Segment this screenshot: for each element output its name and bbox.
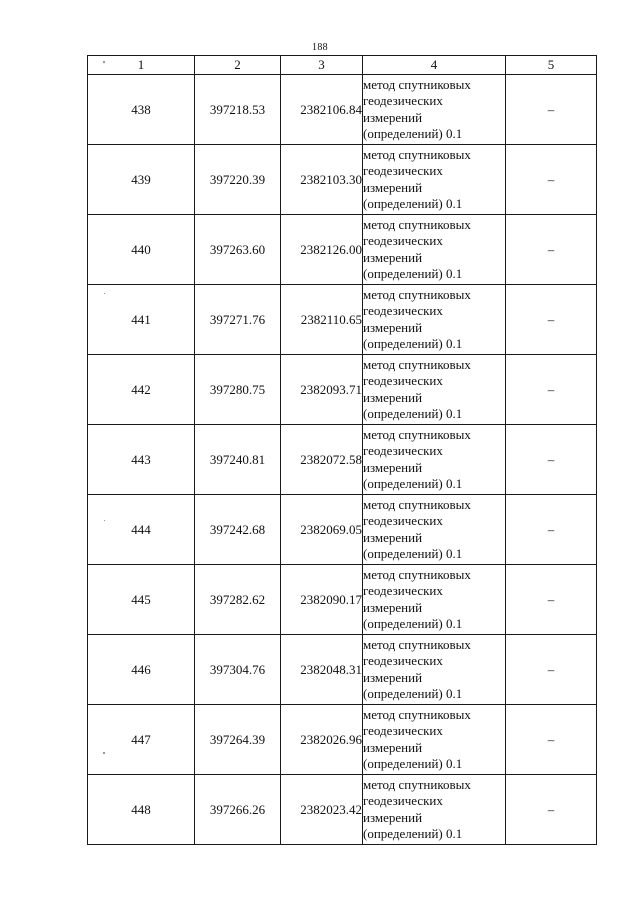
x-coordinate-cell: 397282.62 bbox=[195, 565, 281, 635]
method-text-line: геодезических bbox=[363, 443, 443, 458]
column-5-cell bbox=[506, 635, 597, 705]
method-text-line: метод спутниковых bbox=[363, 636, 471, 652]
header-col-2: 2 bbox=[195, 56, 281, 75]
method-text-line: (определений) 0.1 bbox=[363, 616, 463, 631]
method-cell bbox=[363, 75, 506, 145]
header-col-3: 3 bbox=[281, 56, 363, 75]
method-text-line: геодезических bbox=[363, 303, 443, 318]
method-text-line: геодезических bbox=[363, 723, 443, 738]
column-5-cell bbox=[506, 75, 597, 145]
column-5-cell bbox=[506, 565, 597, 635]
method-text-line: (определений) 0.1 bbox=[363, 406, 463, 421]
y-coordinate-cell: 2382110.65 bbox=[281, 285, 363, 355]
point-number-cell: 441 bbox=[88, 285, 195, 355]
x-coordinate-cell: 397263.60 bbox=[195, 215, 281, 285]
method-text-line: измерений bbox=[363, 809, 423, 825]
method-cell bbox=[363, 495, 506, 565]
table-row bbox=[88, 635, 597, 705]
method-text-line: (определений) 0.1 bbox=[363, 336, 463, 351]
point-number-cell: 439 bbox=[88, 145, 195, 215]
x-coordinate-cell: 397266.26 bbox=[195, 775, 281, 845]
method-cell bbox=[363, 425, 506, 495]
method-text-line: метод спутниковых bbox=[363, 76, 471, 92]
method-text-line: (определений) 0.1 bbox=[363, 546, 463, 561]
method-cell bbox=[363, 775, 506, 845]
y-coordinate-cell: 2382026.96 bbox=[281, 705, 363, 775]
point-number-cell: 440 bbox=[88, 215, 195, 285]
column-5-cell bbox=[506, 355, 597, 425]
column-5-cell bbox=[506, 215, 597, 285]
table-row bbox=[88, 75, 597, 145]
method-text-line: измерений bbox=[363, 389, 423, 405]
point-number-cell: 444 bbox=[88, 495, 195, 565]
dash-value: – bbox=[547, 521, 555, 537]
point-number-cell: 448 bbox=[88, 775, 195, 845]
dash-value: – bbox=[547, 171, 555, 187]
method-text-line: геодезических bbox=[363, 373, 443, 388]
column-5-cell bbox=[506, 145, 597, 215]
method-text-line: геодезических bbox=[363, 233, 443, 248]
y-coordinate-cell: 2382090.17 bbox=[281, 565, 363, 635]
point-number-cell: 443 bbox=[88, 425, 195, 495]
scan-speck bbox=[104, 520, 105, 521]
dash-value: – bbox=[547, 801, 555, 817]
x-coordinate-cell: 397271.76 bbox=[195, 285, 281, 355]
method-text-line: геодезических bbox=[363, 653, 443, 668]
method-text-line: метод спутниковых bbox=[363, 216, 471, 232]
point-number-cell: 446 bbox=[88, 635, 195, 705]
method-text-line: (определений) 0.1 bbox=[363, 266, 463, 281]
method-text-line: метод спутниковых bbox=[363, 706, 471, 722]
dash-value: – bbox=[547, 101, 555, 117]
x-coordinate-cell: 397240.81 bbox=[195, 425, 281, 495]
method-text-line: геодезических bbox=[363, 163, 443, 178]
table-body bbox=[88, 75, 597, 845]
dash-value: – bbox=[547, 731, 555, 747]
point-number-cell: 442 bbox=[88, 355, 195, 425]
method-text-line: измерений bbox=[363, 249, 423, 265]
method-text-line: метод спутниковых bbox=[363, 426, 471, 442]
table-row bbox=[88, 145, 597, 215]
x-coordinate-cell: 397264.39 bbox=[195, 705, 281, 775]
method-text-line: (определений) 0.1 bbox=[363, 826, 463, 841]
scan-speck bbox=[104, 293, 105, 294]
dash-value: – bbox=[547, 591, 555, 607]
method-text-line: геодезических bbox=[363, 793, 443, 808]
method-cell bbox=[363, 285, 506, 355]
method-text-line: метод спутниковых bbox=[363, 496, 471, 512]
method-text-line: измерений bbox=[363, 109, 423, 125]
method-text-line: измерений bbox=[363, 459, 423, 475]
dash-value: – bbox=[547, 381, 555, 397]
method-text-line: (определений) 0.1 bbox=[363, 686, 463, 701]
x-coordinate-cell: 397220.39 bbox=[195, 145, 281, 215]
page-number: 188 bbox=[312, 42, 328, 53]
dash-value: – bbox=[547, 661, 555, 677]
dash-value: – bbox=[547, 311, 555, 327]
y-coordinate-cell: 2382048.31 bbox=[281, 635, 363, 705]
table-row bbox=[88, 775, 597, 845]
column-5-cell bbox=[506, 425, 597, 495]
dash-value: – bbox=[547, 241, 555, 257]
point-number-cell: 447 bbox=[88, 705, 195, 775]
y-coordinate-cell: 2382126.00 bbox=[281, 215, 363, 285]
method-text-line: (определений) 0.1 bbox=[363, 126, 463, 141]
method-text-line: измерений bbox=[363, 669, 423, 685]
y-coordinate-cell: 2382072.58 bbox=[281, 425, 363, 495]
point-number-cell: 438 bbox=[88, 75, 195, 145]
coordinates-table bbox=[87, 55, 597, 845]
method-text-line: метод спутниковых bbox=[363, 776, 471, 792]
column-5-cell bbox=[506, 775, 597, 845]
column-5-cell bbox=[506, 495, 597, 565]
method-text-line: метод спутниковых bbox=[363, 286, 471, 302]
method-text-line: геодезических bbox=[363, 583, 443, 598]
header-row bbox=[88, 56, 597, 75]
method-cell bbox=[363, 145, 506, 215]
method-text-line: геодезических bbox=[363, 513, 443, 528]
table-row bbox=[88, 705, 597, 775]
method-text-line: геодезических bbox=[363, 93, 443, 108]
scan-speck bbox=[103, 752, 105, 754]
method-text-line: измерений bbox=[363, 529, 423, 545]
method-text-line: измерений bbox=[363, 599, 423, 615]
y-coordinate-cell: 2382023.42 bbox=[281, 775, 363, 845]
y-coordinate-cell: 2382069.05 bbox=[281, 495, 363, 565]
point-number-cell: 445 bbox=[88, 565, 195, 635]
dash-value: – bbox=[547, 451, 555, 467]
column-5-cell bbox=[506, 705, 597, 775]
method-text-line: (определений) 0.1 bbox=[363, 476, 463, 491]
y-coordinate-cell: 2382093.71 bbox=[281, 355, 363, 425]
table-row bbox=[88, 285, 597, 355]
scan-speck bbox=[103, 61, 105, 63]
method-cell bbox=[363, 215, 506, 285]
method-cell bbox=[363, 355, 506, 425]
method-text-line: (определений) 0.1 bbox=[363, 756, 463, 771]
method-text-line: измерений bbox=[363, 179, 423, 195]
x-coordinate-cell: 397242.68 bbox=[195, 495, 281, 565]
method-text-line: метод спутниковых bbox=[363, 566, 471, 582]
method-text-line: измерений bbox=[363, 739, 423, 755]
y-coordinate-cell: 2382103.30 bbox=[281, 145, 363, 215]
table-row bbox=[88, 425, 597, 495]
y-coordinate-cell: 2382106.84 bbox=[281, 75, 363, 145]
method-text-line: (определений) 0.1 bbox=[363, 196, 463, 211]
method-text-line: измерений bbox=[363, 319, 423, 335]
header-col-4: 4 bbox=[363, 56, 506, 75]
method-text-line: метод спутниковых bbox=[363, 356, 471, 372]
x-coordinate-cell: 397218.53 bbox=[195, 75, 281, 145]
method-cell bbox=[363, 705, 506, 775]
method-text-line: метод спутниковых bbox=[363, 146, 471, 162]
method-cell bbox=[363, 635, 506, 705]
header-col-1: 1 bbox=[88, 56, 195, 75]
x-coordinate-cell: 397280.75 bbox=[195, 355, 281, 425]
column-5-cell bbox=[506, 285, 597, 355]
table-row bbox=[88, 565, 597, 635]
x-coordinate-cell: 397304.76 bbox=[195, 635, 281, 705]
table-row bbox=[88, 215, 597, 285]
method-cell bbox=[363, 565, 506, 635]
header-col-5: 5 bbox=[506, 56, 597, 75]
table-row bbox=[88, 355, 597, 425]
table-row bbox=[88, 495, 597, 565]
